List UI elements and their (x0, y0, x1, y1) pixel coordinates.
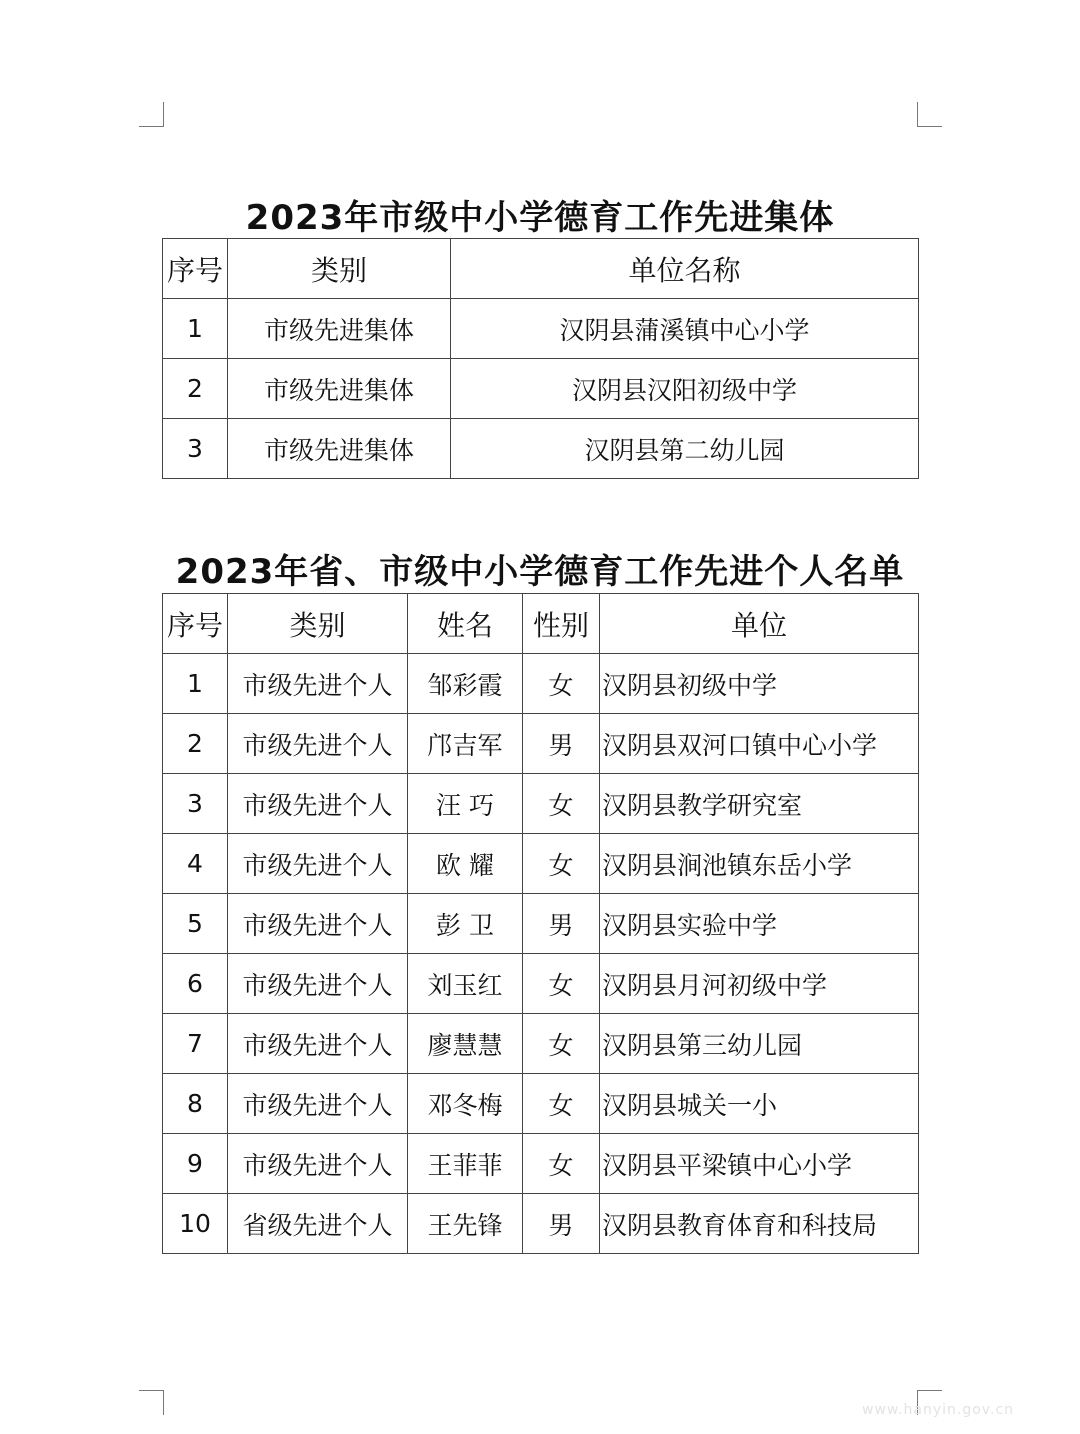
table-header-row (163, 594, 919, 654)
cell-name: 邹彩霞 (408, 654, 523, 714)
cell-category: 市级先进个人 (228, 774, 408, 834)
cell-index: 2 (163, 359, 228, 419)
cell-index: 7 (163, 1014, 228, 1074)
table-row (163, 419, 919, 479)
cell-index: 9 (163, 1134, 228, 1194)
table-row (163, 714, 919, 774)
table-row (163, 894, 919, 954)
header-category: 类别 (228, 594, 408, 654)
cell-index: 3 (163, 774, 228, 834)
cell-gender: 女 (523, 1134, 600, 1194)
table-row (163, 359, 919, 419)
cell-gender: 女 (523, 954, 600, 1014)
cell-category: 市级先进集体 (228, 299, 451, 359)
table-row (163, 1074, 919, 1134)
cell-category: 市级先进个人 (228, 954, 408, 1014)
cell-unit: 汉阴县教育体育和科技局 (600, 1194, 919, 1254)
cell-gender: 男 (523, 1194, 600, 1254)
cell-name: 欧 耀 (408, 834, 523, 894)
table-row (163, 1194, 919, 1254)
cell-name: 邝吉军 (408, 714, 523, 774)
cell-index: 8 (163, 1074, 228, 1134)
cell-category: 市级先进集体 (228, 359, 451, 419)
header-unit: 单位 (600, 594, 919, 654)
cell-category: 市级先进个人 (228, 714, 408, 774)
cell-category: 市级先进个人 (228, 1074, 408, 1134)
table-row (163, 774, 919, 834)
collective-table (162, 238, 919, 479)
table-header-row (163, 239, 919, 299)
cell-unit: 汉阴县初级中学 (600, 654, 919, 714)
cell-name: 王菲菲 (408, 1134, 523, 1194)
cell-unit: 汉阴县双河口镇中心小学 (600, 714, 919, 774)
cell-gender: 女 (523, 774, 600, 834)
cell-unit: 汉阴县平梁镇中心小学 (600, 1134, 919, 1194)
cell-index: 10 (163, 1194, 228, 1254)
cell-unit-name: 汉阴县第二幼儿园 (451, 419, 919, 479)
cell-gender: 女 (523, 1074, 600, 1134)
cell-category: 市级先进个人 (228, 834, 408, 894)
collective-title: 2023年市级中小学德育工作先进集体 (245, 198, 835, 238)
cell-gender: 男 (523, 714, 600, 774)
cell-index: 6 (163, 954, 228, 1014)
crop-mark-bottom-left (139, 1390, 164, 1415)
header-index: 序号 (163, 594, 228, 654)
cell-index: 2 (163, 714, 228, 774)
table-row (163, 834, 919, 894)
cell-name: 彭 卫 (408, 894, 523, 954)
cell-index: 1 (163, 299, 228, 359)
cell-category: 市级先进集体 (228, 419, 451, 479)
watermark: www.hanyin.gov.cn (862, 1402, 1015, 1418)
cell-category: 省级先进个人 (228, 1194, 408, 1254)
table-row (163, 299, 919, 359)
individual-table (162, 593, 919, 1254)
cell-gender: 女 (523, 834, 600, 894)
table-row (163, 1134, 919, 1194)
header-category: 类别 (228, 239, 451, 299)
cell-name: 刘玉红 (408, 954, 523, 1014)
cell-unit: 汉阴县涧池镇东岳小学 (600, 834, 919, 894)
header-index: 序号 (163, 239, 228, 299)
crop-mark-top-right (917, 102, 942, 127)
table-row (163, 654, 919, 714)
cell-category: 市级先进个人 (228, 894, 408, 954)
cell-index: 4 (163, 834, 228, 894)
cell-unit: 汉阴县月河初级中学 (600, 954, 919, 1014)
cell-unit: 汉阴县实验中学 (600, 894, 919, 954)
cell-category: 市级先进个人 (228, 654, 408, 714)
cell-gender: 女 (523, 1014, 600, 1074)
cell-name: 廖慧慧 (408, 1014, 523, 1074)
cell-category: 市级先进个人 (228, 1014, 408, 1074)
cell-unit-name: 汉阴县蒲溪镇中心小学 (451, 299, 919, 359)
cell-name: 邓冬梅 (408, 1074, 523, 1134)
crop-mark-top-left (139, 102, 164, 127)
cell-unit: 汉阴县城关一小 (600, 1074, 919, 1134)
individual-title: 2023年省、市级中小学德育工作先进个人名单 (175, 552, 905, 592)
cell-index: 1 (163, 654, 228, 714)
cell-index: 3 (163, 419, 228, 479)
cell-gender: 女 (523, 654, 600, 714)
table-row (163, 1014, 919, 1074)
header-name: 姓名 (408, 594, 523, 654)
table-row (163, 954, 919, 1014)
cell-name: 汪 巧 (408, 774, 523, 834)
cell-unit-name: 汉阴县汉阳初级中学 (451, 359, 919, 419)
cell-index: 5 (163, 894, 228, 954)
header-gender: 性别 (523, 594, 600, 654)
cell-name: 王先锋 (408, 1194, 523, 1254)
cell-unit: 汉阴县第三幼儿园 (600, 1014, 919, 1074)
header-unit-name: 单位名称 (451, 239, 919, 299)
cell-unit: 汉阴县教学研究室 (600, 774, 919, 834)
cell-gender: 男 (523, 894, 600, 954)
cell-category: 市级先进个人 (228, 1134, 408, 1194)
